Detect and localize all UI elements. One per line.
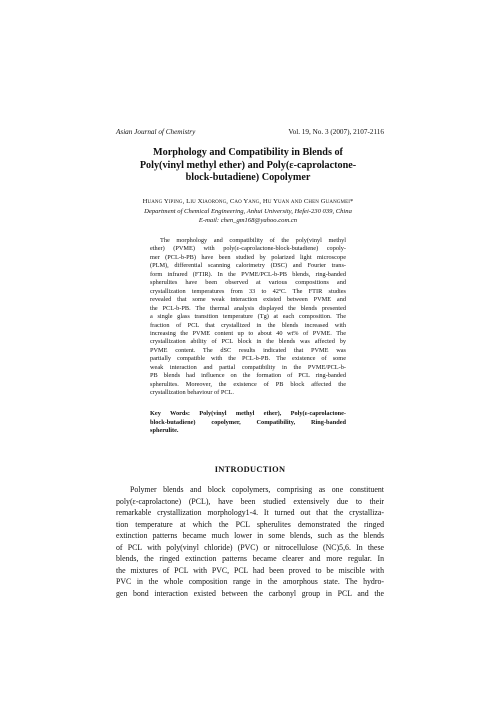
abstract-line: form infrared (FTIR). In the PVME/PCL-b-PB blends, ring-banded bbox=[150, 270, 346, 278]
keywords-line: Key Words: Poly(vinyl methyl ether), Poly(ε-caprolactone- bbox=[150, 410, 346, 417]
keywords-line: spherulite. bbox=[150, 427, 179, 435]
abstract-line: (PLM), differential scanning calorimetry (DSC) and Fourier trans- bbox=[150, 262, 346, 270]
abstract-line: mer (PCL-b-PB) have been studied by polarized light microscope bbox=[150, 253, 346, 261]
volume-citation: Vol. 19, No. 3 (2007), 2107-2116 bbox=[288, 128, 384, 136]
abstract-line: spherulites. Moreover, the existence of PB block affected the bbox=[150, 380, 346, 388]
keywords-line: block-butadiene) copolymer, Compatibility, Ring-banded bbox=[150, 418, 346, 426]
journal-name: Asian Journal of Chemistry bbox=[116, 128, 196, 136]
author-affiliation: Department of Chemical Engineering, Anhui University, Hefei-230 039, China bbox=[144, 208, 352, 215]
body-line: remarkable crystallization morphology1-4. It turned out that the crystalliza- bbox=[116, 508, 384, 518]
abstract-line: PB blends had influence on the formation of PCL ring-banded bbox=[150, 372, 346, 380]
body-line: blends, the ringed extinction patterns became clearer and more regular. In bbox=[116, 554, 384, 564]
introduction-body bbox=[116, 484, 384, 599]
abstract-line: PVME content. The dSC results indicated that PVME was bbox=[150, 346, 346, 354]
body-line: gen bond interaction existed between the carbonyl group in PCL and the bbox=[116, 588, 384, 598]
abstract-line: The morphology and compatibility of the poly(vinyl methyl bbox=[160, 237, 346, 244]
body-line: the mixtures of PCL with PVC, PCL had been proved to be miscible with bbox=[116, 565, 384, 575]
author-list: Huang Yiping, Liu Xiaorong, Cao Yang, Hu Yuan and Chen Guangmei* bbox=[142, 198, 354, 205]
title-line: block-butadiene) Copolymer bbox=[185, 172, 311, 184]
body-line: tion temperature at which the PCL spherulites demonstrated the ringed bbox=[116, 519, 384, 529]
abstract-line: revealed that some weak interaction existed between PVME and bbox=[150, 296, 346, 304]
abstract-line: the PCL-b-PB. The thermal analysis displayed the blends presented bbox=[150, 304, 346, 312]
title-line: Morphology and Compatibility in Blends of bbox=[153, 147, 343, 158]
abstract-line: partially compatible with the PCL-b-PB. The existence of some bbox=[150, 355, 346, 363]
abstract-line: ether) (PVME) with poly(ε-caprolactone-block-butadiene) copoly- bbox=[150, 245, 346, 253]
keywords bbox=[150, 410, 346, 436]
abstract-line: increasing the PVME content up to about 40 wt% of PVME. The bbox=[150, 329, 346, 337]
paper-title bbox=[90, 147, 406, 185]
section-heading-introduction: INTRODUCTION bbox=[214, 465, 286, 474]
body-line: of PCL with poly(vinyl chloride) (PVC) or nitrocellulose (NC)5,6. In these bbox=[116, 542, 384, 552]
running-header bbox=[116, 128, 384, 136]
abstract-line: crystallization behaviour of PCL. bbox=[150, 389, 234, 397]
title-line: Poly(vinyl methyl ether) and Poly(ε-caprolactone- bbox=[139, 159, 357, 171]
abstract-line: crystallization temperatures from 33 to 42ºC. The FTIR studies bbox=[150, 287, 346, 295]
body-line: PVC in the whole composition range in the amorphous state. The hydro- bbox=[116, 577, 384, 587]
abstract-line: crystallization ability of PCL block in the blends was affected by bbox=[150, 338, 346, 346]
abstract-line: fraction of PCL that crystallized in the blends increased with bbox=[150, 321, 346, 329]
body-line: Polymer blends and block copolymers, comprising as one constituent bbox=[130, 485, 384, 494]
abstract-line: weak interaction and partial compatibility in the PVME/PCL-b- bbox=[150, 363, 346, 371]
body-line: poly(ε-caprolactone) (PCL), have been studied extensively due to their bbox=[116, 496, 384, 506]
body-line: extinction patterns became much lower in some blends, such as the blends bbox=[116, 531, 384, 541]
abstract bbox=[150, 237, 346, 398]
abstract-line: a single glass transition temperature (Tg) at each composition. The bbox=[150, 313, 346, 321]
abstract-line: spherulites have been observed at various compositions and bbox=[150, 279, 346, 287]
contact-email: E-mail: chen_gm168@yahoo.com.cn bbox=[198, 217, 298, 224]
